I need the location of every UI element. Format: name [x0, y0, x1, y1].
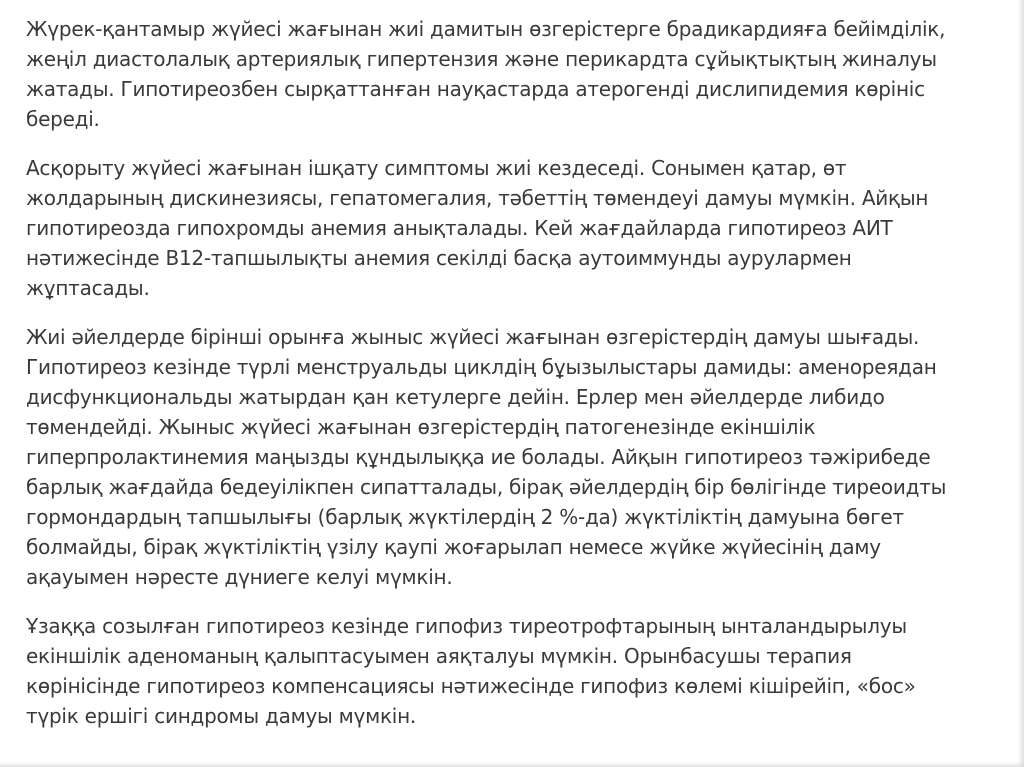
paragraph-digestive	[26, 153, 1006, 303]
text-line: жеңіл диастолалық артериялық гипертензия және перикардта сұйықтықтың жиналуы	[26, 47, 937, 71]
text-line: Ұзаққа созылған гипотиреоз кезінде гипофиз тиреотрофтарының ынталандырылуы	[26, 614, 907, 638]
paragraph-cardiovascular	[26, 14, 1006, 134]
text-line: нәтижесінде B12-тапшылықты анемия секілді басқа аутоиммунды аурулармен	[26, 246, 852, 270]
paragraph-pituitary	[26, 611, 1006, 731]
text-line: екіншілік аденоманың қалыптасуымен аяқталуы мүмкін. Орынбасушы терапия	[26, 644, 852, 668]
paragraph-reproductive	[26, 322, 1006, 592]
text-line: төмендейді. Жыныс жүйесі жағынан өзгерістердің патогенезінде екіншілік	[26, 415, 816, 439]
text-line: Асқорыту жүйесі жағынан ішқату симптомы жиі кездеседі. Сонымен қатар, өт	[26, 156, 847, 180]
text-line: гипотиреозда гипохромды анемия анықталады. Кей жағдайларда гипотиреоз АИТ	[26, 216, 893, 240]
text-line: ақауымен нәресте дүниеге келуі мүмкін.	[26, 565, 453, 589]
text-line: дисфункциональды жатырдан қан кетулерге дейін. Ерлер мен әйелдерде либидо	[26, 385, 885, 409]
text-line: Гипотиреоз кезінде түрлі менструальды циклдің бұызылыстары дамиды: аменореядан	[26, 355, 937, 379]
text-line: береді.	[26, 107, 100, 131]
text-line: Жүрек-қантамыр жүйесі жағынан жиі дамитын өзгерістерге брадикардияға бейімділік,	[26, 17, 946, 41]
text-line: түрік ершігі синдромы дамуы мүмкін.	[26, 704, 417, 728]
text-line: Жиі әйелдерде бірінші орынға жыныс жүйесі жағынан өзгерістердің дамуы шығады.	[26, 325, 920, 349]
text-line: гормондардың тапшылығы (барлық жүктілердің 2 %-да) жүктіліктің дамуына бөгет	[26, 505, 904, 529]
right-edge-shadow	[1018, 0, 1024, 767]
bottom-edge-shadow	[0, 762, 1024, 767]
article-text	[26, 14, 1006, 750]
text-line: көрінісінде гипотиреоз компенсациясы нәтижесінде гипофиз көлемі кішірейіп, «бос»	[26, 674, 916, 698]
text-line: гиперпролактинемия маңызды құндылыққа ие болады. Айқын гипотиреоз тәжірибеде	[26, 445, 931, 469]
text-line: жолдарының дискинезиясы, гепатомегалия, тәбеттің төмендеуі дамуы мүмкін. Айқын	[26, 186, 929, 210]
text-line: барлық жағдайда бедеуілікпен сипатталады, бірақ әйелдердің бір бөлігінде тиреоидты	[26, 475, 947, 499]
text-line: жатады. Гипотиреозбен сырқаттанған науқастарда атерогенді дислипидемия көрініс	[26, 77, 925, 101]
text-line: болмайды, бірақ жүктіліктің үзілу қаупі жоғарылап немесе жүйке жүйесінің даму	[26, 535, 881, 559]
text-line: жұптасады.	[26, 276, 150, 300]
